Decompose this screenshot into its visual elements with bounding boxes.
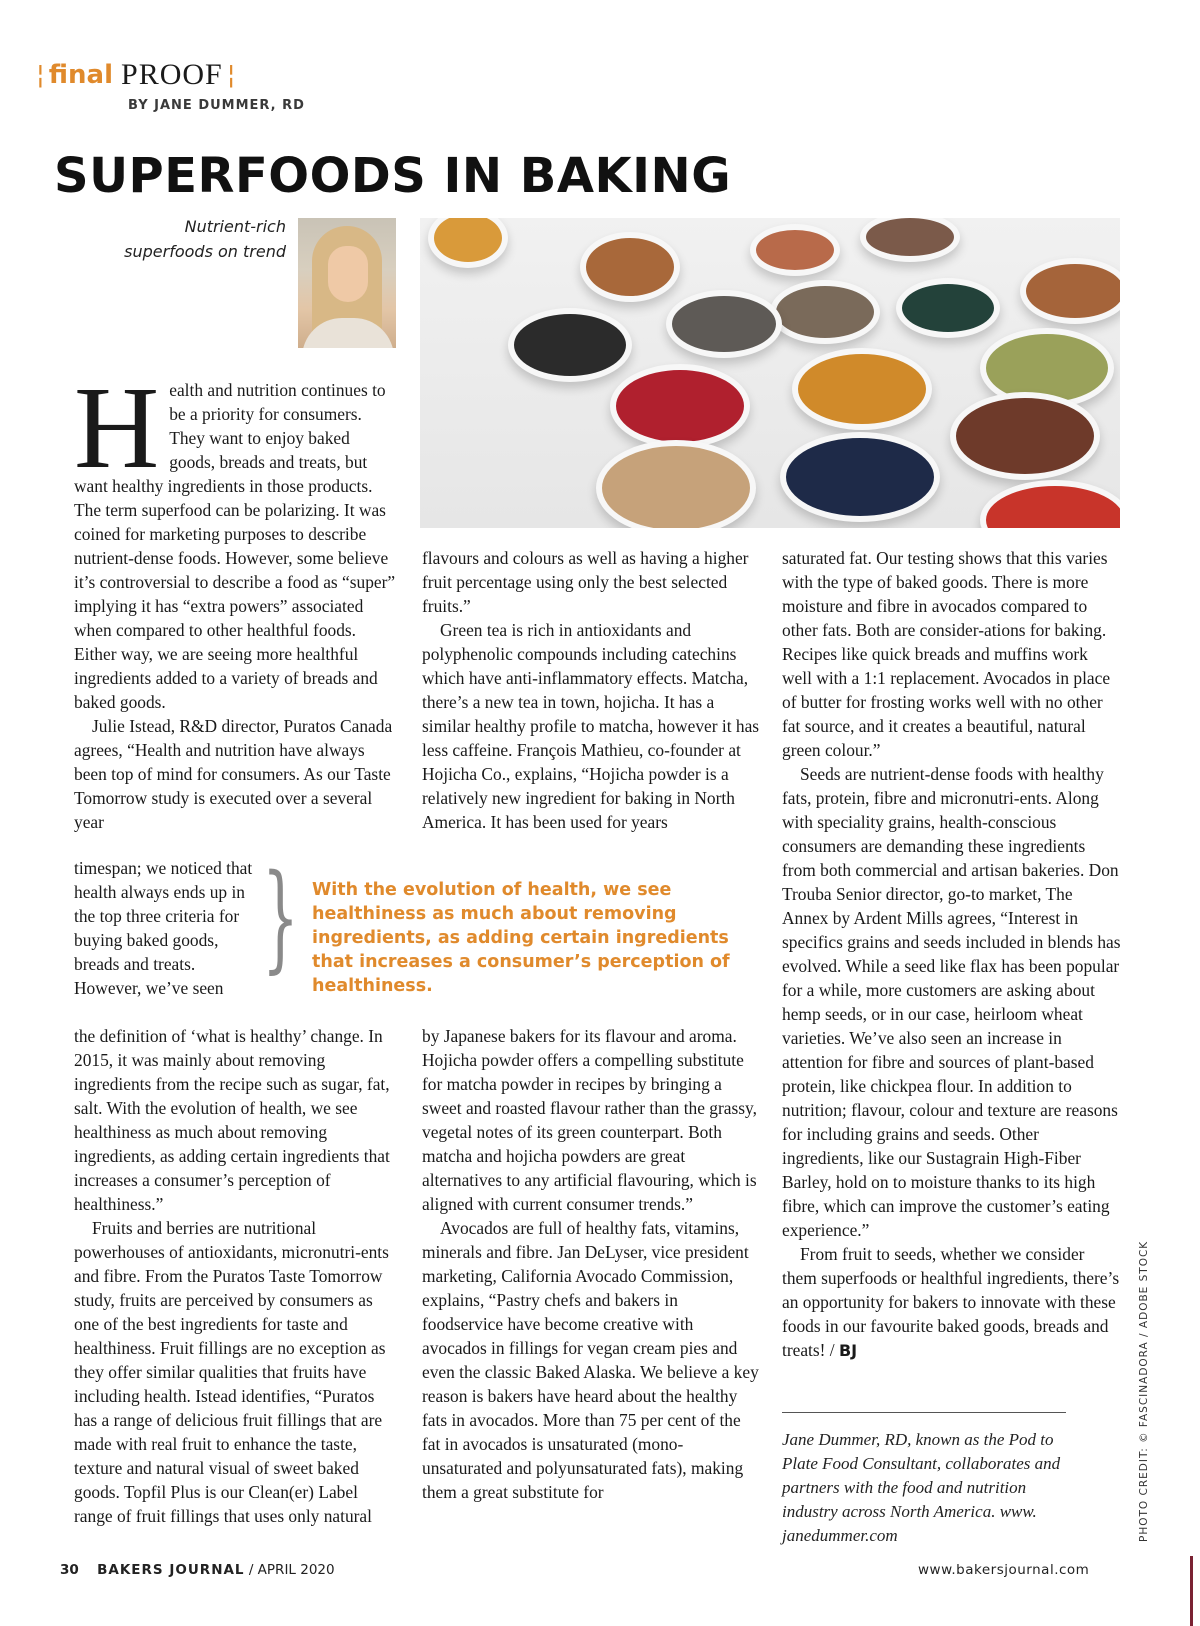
paragraph-fruit-flavours: flavours and colours as well as having a higher fruit percentage using only the best selected fruits.”	[422, 548, 749, 616]
author-headshot	[298, 218, 396, 348]
issue-date: / APRIL 2020	[248, 1562, 335, 1578]
paragraph-seeds: Seeds are nutrient-dense foods with healthy fats, protein, fibre and micronutri-ents. Along with speciality grains, health-conscious consumers are demanding these ingredients from both commercial and artisan bakeries. Don Trouba Senior director, go-to market, The Annex by Ardent Mills agrees, “Interest in specifics grains and seeds included in blends has evolved. While a seed like flax has been popular for a while, more customers are asking about hemp seeds, or in our case, heirloom wheat varieties. We’ve also seen an increase in attention for fibre and sources of plant-based protein, like chickpea flour. In addition to nutrition; flavour, colour and texture are reasons for including grains and seeds. Other ingredients, like our Sustagrain High-Fiber Barley, hold on to moisture thanks to its high fibre, which can improve the customer’s eating experience.”	[782, 764, 1121, 1240]
paragraph-saturated-fat: saturated fat. Our testing shows that this varies with the type of baked goods. There is more moisture and fibre in avocados compared to other fats. Both are consider-ations for baking. Recipes like quick breads and muffins work well with a 1:1 replacement. Avocados in place of butter for frosting works well with no other fat source, and it creates a beautiful, natural green colour.”	[782, 548, 1111, 760]
bowl-quinoa	[596, 440, 756, 528]
paragraph-istead: Julie Istead, R&D director, Puratos Canada agrees, “Health and nutrition have always been top of mind for consumers. As our Taste Tomorrow study is executed over a several year	[74, 716, 393, 832]
bowl-seeds-dark	[860, 218, 960, 262]
bowl-bee-pollen	[792, 348, 932, 430]
bowl-pomegranate	[610, 364, 750, 448]
bowl-goji	[980, 480, 1120, 528]
tag-bar-right: ¦	[226, 60, 236, 90]
footer-website: www.bakersjournal.com	[918, 1562, 1090, 1578]
bowl-honeycomb	[428, 218, 508, 268]
bowl-blueberries	[780, 432, 940, 522]
pull-quote: With the evolution of health, we see healthiness as much about removing ingredients, as adding certain ingredients that increases a consumer’s perception of healthiness.	[312, 880, 730, 996]
deck-line-1: Nutrient-rich	[184, 217, 286, 236]
intro-paragraph: ealth and nutrition continues to be a priority for consumers. They want to enjoy baked goods, breads and treats, but want healthy ingredients in those products. The term superfood can be polarizing. It was coined for marketing purposes to describe nutrient-dense foods. However, some believe it’s controversial to describe a food as “super” implying it has “extra powers” associated when compared to other healthful foods. Either way, we are seeing more healthful ingredients added to a variety of breads and baked goods.	[74, 380, 396, 712]
article-deck	[90, 214, 286, 264]
footer-left	[60, 1562, 335, 1578]
bowl-black-sesame	[508, 308, 632, 382]
bowl-almonds	[1020, 258, 1120, 324]
column-1-top	[74, 362, 400, 834]
bowl-cacao-beans	[950, 392, 1100, 480]
paragraph-conclusion	[782, 1242, 1122, 1363]
page-number: 30	[60, 1562, 79, 1578]
paragraph-definition: the definition of ‘what is healthy’ change. In 2015, it was mainly about removing ingredients from the recipe such as sugar, fat, salt. With the evolution of health, we see healthiness as much about removing ingredients, as adding certain ingredients that increases a consumer’s perception of healthiness.”	[74, 1026, 390, 1214]
pull-quote-brace: }	[262, 850, 299, 985]
publication-name: BAKERS JOURNAL	[97, 1562, 245, 1578]
bowl-hazelnuts	[580, 232, 680, 302]
column-2-top	[422, 546, 760, 834]
paragraph-avocados: Avocados are full of healthy fats, vitamins, minerals and fibre. Jan DeLyser, vice president marketing, California Avocado Commission, explains, “Pastry chefs and bakers in foodservice have become creative with avocados in fillings for vegan cream pies and even the classic Baked Alaska. We believe a key reason is bakers have heard about the healthy fats in avocados. More than 75 per cent of the fat in avocados is unsaturated (mono-unsaturated and polyunsaturated fats), making them a great substitute for	[422, 1218, 759, 1502]
superfoods-photo	[420, 218, 1120, 528]
sign-off: BJ	[838, 1341, 858, 1360]
column-1-narrow	[74, 856, 254, 1000]
bowl-quinoa-red	[750, 224, 840, 276]
column-3	[782, 546, 1122, 1363]
tag-final: final	[48, 60, 114, 90]
bio-divider	[782, 1412, 1066, 1413]
drop-cap: H	[74, 362, 160, 493]
author-bio: Jane Dummer, RD, known as the Pod to Plate Food Consultant, collaborates and partners with the food and nutrition industry across North America. www. janedummer.com	[782, 1430, 1061, 1545]
bowl-spirulina	[896, 278, 1000, 338]
tag-proof: PROOF	[121, 58, 223, 91]
column-1-bottom	[74, 1024, 400, 1528]
conclusion-text: From fruit to seeds, whether we consider them superfoods or healthful ingredients, there’s an opportunity for bakers to innovate with these foods in our favourite baked goods, breads and treats! /	[782, 1244, 1120, 1360]
tag-bar-left: ¦	[36, 60, 45, 90]
paragraph-green-tea: Green tea is rich in antioxidants and polyphenolic compounds including catechins which have anti-inflammatory effects. Matcha, there’s a new tea in town, hojicha. It has a similar healthy profile to matcha, however it has less caffeine. François Mathieu, co-founder at Hojicha Co., explains, “Hojicha powder is a relatively new ingredient for baking in North America. It has been used for years	[422, 620, 760, 832]
section-tag	[32, 58, 240, 92]
paragraph-hojicha: by Japanese bakers for its flavour and aroma. Hojicha powder offers a compelling substitute for matcha powder in recipes by bringing a sweet and roasted flavour rather than the grassy, vegetal notes of its green counterpart. Both matcha and hojicha powders are great alternatives to any artificial flavouring, which is aligned with current consumer trends.”	[422, 1026, 757, 1214]
bowl-chia	[666, 290, 782, 358]
photo-credit: PHOTO CREDIT: © FASCINADORA / ADOBE STOCK	[1138, 1240, 1150, 1542]
paragraph-istead-cont: timespan; we noticed that health always ends up in the top three criteria for buying baked goods, breads and treats. However, we’ve seen	[74, 858, 253, 998]
deck-line-2: superfoods on trend	[124, 242, 286, 261]
byline: BY JANE DUMMER, RD	[128, 98, 305, 113]
edge-mark	[1190, 1556, 1193, 1626]
article-title: SUPERFOODS IN BAKING	[54, 148, 732, 204]
bowl-seeds-mix	[770, 280, 880, 344]
column-2-bottom	[422, 1024, 760, 1504]
paragraph-fruits: Fruits and berries are nutritional powerhouses of antioxidants, micronutri-ents and fibre. From the Puratos Taste Tomorrow study, fruits are perceived by consumers as one of the best ingredients for taste and healthiness. Fruit fillings are no exception as they offer similar qualities that fruits have including health. Istead identifies, “Puratos has a range of delicious fruit fillings that are made with real fruit to enhance the taste, texture and natural visual of sweet baked goods. Topfil Plus is our Clean(er) Label range of fruit fillings that uses only natural	[74, 1218, 389, 1526]
